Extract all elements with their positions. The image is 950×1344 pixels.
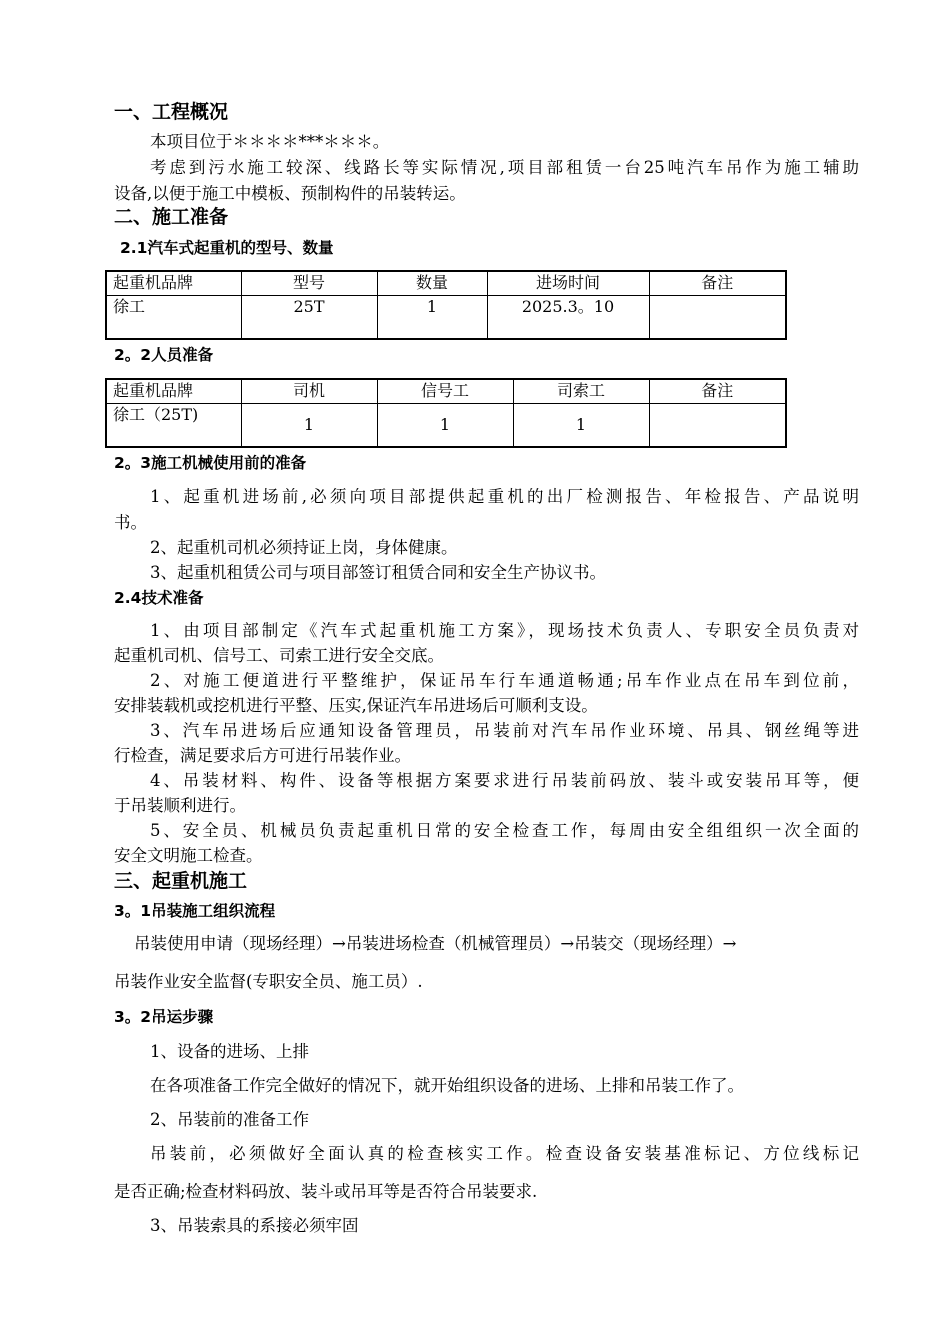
subheading-crane-model: 2.1汽车式起重机的型号、数量 bbox=[120, 239, 334, 257]
personnel-table bbox=[105, 378, 787, 448]
section-heading-overview: 一、工程概况 bbox=[114, 101, 229, 123]
table-header: 数量 bbox=[377, 271, 487, 295]
subheading-technical-prep: 2.4技术准备 bbox=[114, 589, 204, 607]
subheading-personnel: 2。2人员准备 bbox=[114, 346, 214, 364]
paragraph: 吊装前，必须做好全面认真的检查核实工作。检查设备安装基准标记、方位线标记 bbox=[150, 1144, 859, 1163]
paragraph: 是否正确;检查材料码放、装斗或吊耳等是否符合吊装要求. bbox=[114, 1182, 538, 1201]
paragraph: 在各项准备工作完全做好的情况下，就开始组织设备的进场、上排和吊装工作了。 bbox=[150, 1076, 744, 1095]
table-header: 备注 bbox=[649, 271, 786, 295]
paragraph: 吊装作业安全监督(专职安全员、施工员）. bbox=[114, 972, 423, 991]
crane-model-table bbox=[105, 270, 787, 340]
table-header: 进场时间 bbox=[487, 271, 649, 295]
table-cell: 1 bbox=[241, 403, 377, 447]
paragraph: 于吊装顺利进行。 bbox=[114, 796, 246, 815]
table-header: 备注 bbox=[649, 379, 786, 403]
paragraph: 2、起重机司机必须持证上岗，身体健康。 bbox=[150, 538, 458, 557]
paragraph: 安全文明施工检查。 bbox=[114, 846, 263, 865]
table-cell: 徐工 bbox=[106, 295, 241, 339]
paragraph: 4、吊装材料、构件、设备等根据方案要求进行吊装前码放、装斗或安装吊耳等，便 bbox=[150, 771, 859, 790]
section-heading-preparation: 二、施工准备 bbox=[114, 206, 229, 228]
table-cell: 25T bbox=[241, 295, 377, 339]
paragraph: 3、吊装索具的系接必须牢固 bbox=[150, 1216, 359, 1235]
paragraph: 1、设备的进场、上排 bbox=[150, 1042, 309, 1061]
table-cell bbox=[649, 295, 786, 339]
subheading-lifting-flow: 3。1吊装施工组织流程 bbox=[114, 902, 276, 920]
paragraph: 1、起重机进场前,必须向项目部提供起重机的出厂检测报告、年检报告、产品说明 bbox=[150, 487, 859, 506]
section-heading-crane-construction: 三、起重机施工 bbox=[114, 870, 248, 892]
paragraph: 2、对施工便道进行平整维护，保证吊车行车通道畅通;吊车作业点在吊车到位前， bbox=[150, 671, 859, 690]
table-cell: 1 bbox=[377, 295, 487, 339]
paragraph: 安排装载机或挖机进行平整、压实,保证汽车吊进场后可顺利支设。 bbox=[114, 696, 598, 715]
table-header: 信号工 bbox=[377, 379, 513, 403]
subheading-lifting-steps: 3。2吊运步骤 bbox=[114, 1008, 214, 1026]
paragraph: 考虑到污水施工较深、线路长等实际情况,项目部租赁一台25吨汽车吊作为施工辅助 bbox=[150, 158, 859, 177]
paragraph: 起重机司机、信号工、司索工进行安全交底。 bbox=[114, 646, 444, 665]
paragraph: 本项目位于＊＊＊＊***＊＊＊。 bbox=[150, 132, 390, 151]
table-cell bbox=[649, 403, 786, 447]
paragraph: 3、起重机租赁公司与项目部签订租赁合同和安全生产协议书。 bbox=[150, 563, 606, 582]
paragraph: 设备,以便于施工中模板、预制构件的吊装转运。 bbox=[114, 184, 466, 203]
paragraph: 行检查，满足要求后方可进行吊装作业。 bbox=[114, 746, 411, 765]
paragraph: 5、安全员、机械员负责起重机日常的安全检查工作，每周由安全组组织一次全面的 bbox=[150, 821, 859, 840]
table-cell: 徐工（25T) bbox=[106, 403, 241, 447]
table-cell: 1 bbox=[513, 403, 649, 447]
table-header: 起重机品牌 bbox=[106, 271, 241, 295]
table-cell: 1 bbox=[377, 403, 513, 447]
table-header: 型号 bbox=[241, 271, 377, 295]
table-cell: 2025.3。10 bbox=[487, 295, 649, 339]
table-header: 司索工 bbox=[513, 379, 649, 403]
subheading-machinery-prep: 2。3施工机械使用前的准备 bbox=[114, 454, 307, 472]
table-header: 司机 bbox=[241, 379, 377, 403]
table-header: 起重机品牌 bbox=[106, 379, 241, 403]
paragraph: 吊装使用申请（现场经理）→吊装进场检查（机械管理员）→吊装交（现场经理）→ bbox=[134, 934, 737, 953]
paragraph: 2、吊装前的准备工作 bbox=[150, 1110, 309, 1129]
paragraph: 3、汽车吊进场后应通知设备管理员，吊装前对汽车吊作业环境、吊具、钢丝绳等进 bbox=[150, 721, 859, 740]
paragraph: 1、由项目部制定《汽车式起重机施工方案》，现场技术负责人、专职安全员负责对 bbox=[150, 621, 859, 640]
paragraph: 书。 bbox=[114, 513, 147, 532]
